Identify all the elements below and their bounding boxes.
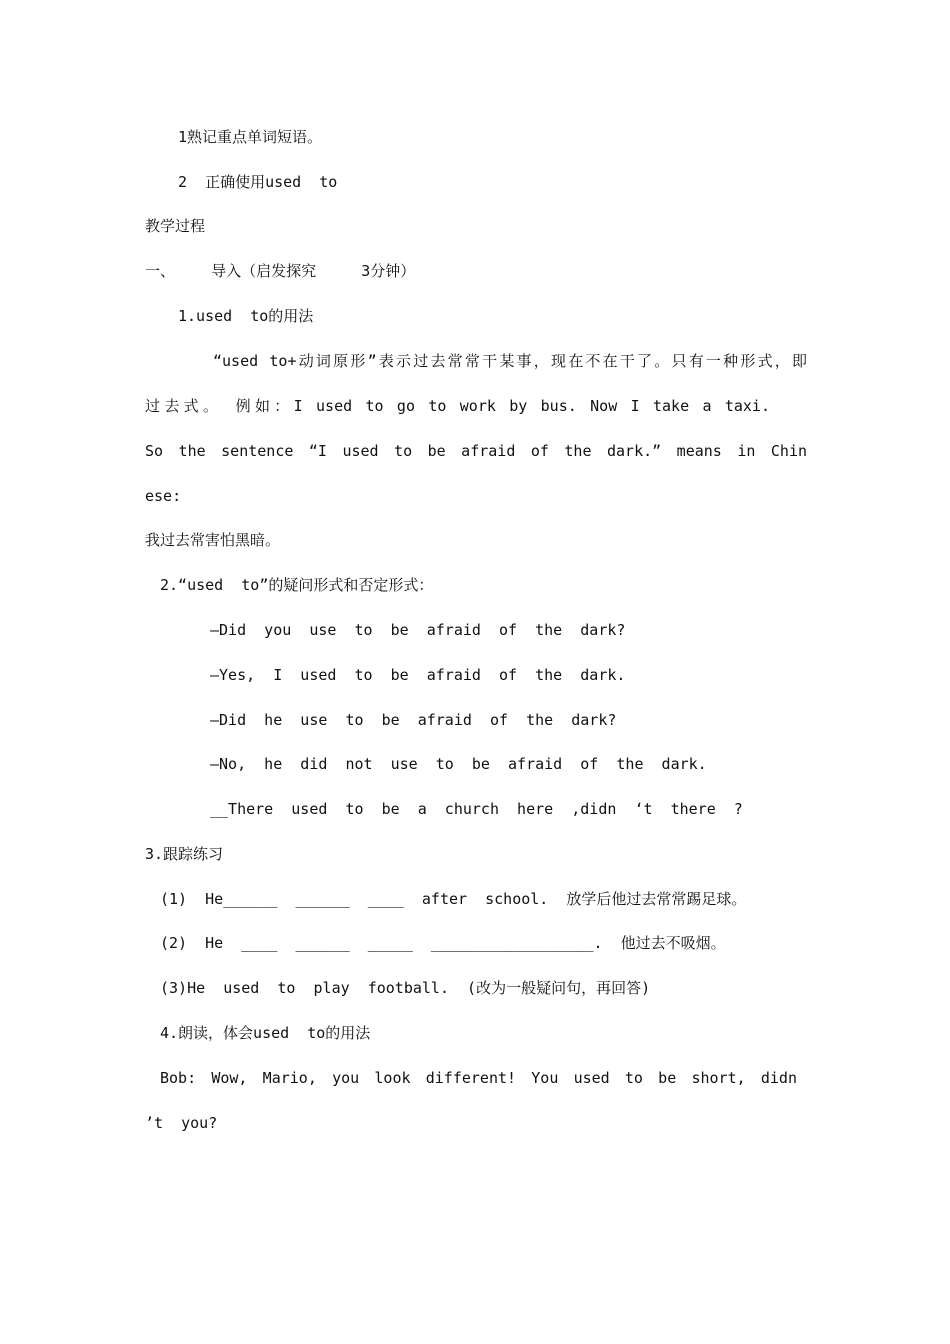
subheading-practice: 3.跟踪练习: [145, 845, 224, 863]
objective-2: 2 正确使用used to: [178, 173, 338, 191]
subheading-forms: 2.“used to”的疑问形式和否定形式：: [160, 576, 434, 594]
exercise-item: (1) He______ ______ ____ after school. 放学后他过去常常踢足球。: [160, 890, 747, 908]
dialogue-line: __There used to be a church here ,didn ‘t there ?: [210, 800, 743, 818]
dialogue-line: —Did you use to be afraid of the dark?: [210, 621, 626, 639]
paragraph-line: ese:: [145, 487, 182, 505]
exercise-item: (3)He used to play football. (改为一般疑问句，再回答): [160, 979, 651, 997]
exercise-item: (2) He ____ ______ _____ __________________. 他过去不吸烟。: [160, 934, 726, 952]
part-heading: 一、 导入（启发探究 3分钟）: [145, 262, 416, 280]
dialogue-line: —Yes, I used to be afraid of the dark.: [210, 666, 626, 684]
objective-1: 1熟记重点单词短语。: [178, 128, 323, 146]
dialogue-line: —No, he did not use to be afraid of the dark.: [210, 755, 707, 773]
dialogue-line: —Did he use to be afraid of the dark?: [210, 711, 617, 729]
section-heading: 教学过程: [145, 217, 206, 235]
dialogue-line: ’t you?: [145, 1114, 218, 1132]
paragraph-line: 过去式。 例如：I used to go to work by bus. Now I take a taxi.: [145, 397, 770, 415]
subheading-reading: 4.朗读，体会used to的用法: [160, 1024, 371, 1042]
translation-line: 我过去常害怕黑暗。: [145, 531, 281, 549]
dialogue-line: Bob: Wow, Mario, you look different! You used to be short, didn: [160, 1069, 797, 1087]
paragraph-line: So the sentence “I used to be afraid of the dark.” means in Chin: [145, 442, 807, 460]
subheading-usage: 1.used to的用法: [178, 307, 314, 325]
paragraph-line: “used to+动词原形”表示过去常常干某事，现在不在干了。只有一种形式，即: [213, 352, 807, 370]
